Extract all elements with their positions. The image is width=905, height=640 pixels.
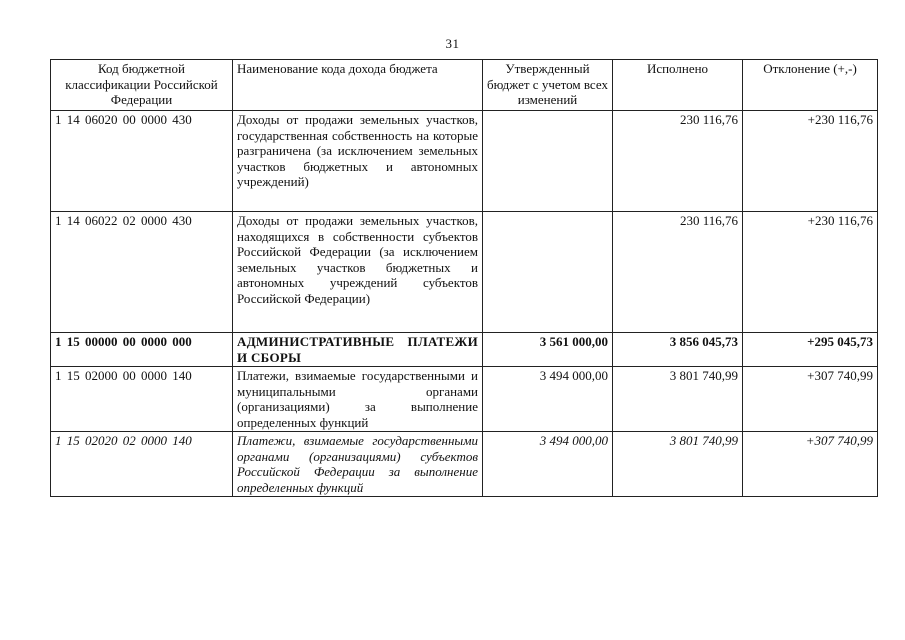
header-code: Код бюджетной классификации Российской Федерации xyxy=(51,60,233,111)
cell-approved: 3 494 000,00 xyxy=(483,432,613,497)
cell-name: АДМИНИСТРАТИВНЫЕ ПЛАТЕЖИ И СБОРЫ xyxy=(233,333,483,367)
table-row xyxy=(51,111,878,212)
cell-code: 1 14 06022 02 0000 430 xyxy=(51,212,233,333)
cell-approved: 3 561 000,00 xyxy=(483,333,613,367)
cell-deviation: +307 740,99 xyxy=(743,432,878,497)
cell-name: Платежи, взимаемые государственными и муниципальными органами (организациями) за выполнение определенных функций xyxy=(233,367,483,432)
cell-code: 1 15 02020 02 0000 140 xyxy=(51,432,233,497)
cell-name: Доходы от продажи земельных участков, государственная собственность на которые разграничена (за исключением земельных участков бюджетных и автономных учреждений) xyxy=(233,111,483,212)
table-row xyxy=(51,432,878,497)
cell-name: Платежи, взимаемые государственными органами (организациями) субъектов Российской Федерации за выполнение определенных функций xyxy=(233,432,483,497)
table-row xyxy=(51,212,878,333)
cell-code: 1 15 02000 00 0000 140 xyxy=(51,367,233,432)
budget-revenue-table xyxy=(50,59,878,497)
cell-name: Доходы от продажи земельных участков, находящихся в собственности субъектов Российской Федерации (за исключением земельных участков бюджетных и автономных учреждений субъектов Российской Федерации) xyxy=(233,212,483,333)
cell-code: 1 15 00000 00 0000 000 xyxy=(51,333,233,367)
cell-deviation: +230 116,76 xyxy=(743,212,878,333)
cell-approved xyxy=(483,212,613,333)
page-number: 31 xyxy=(445,36,460,51)
cell-executed: 3 801 740,99 xyxy=(613,367,743,432)
cell-deviation: +295 045,73 xyxy=(743,333,878,367)
cell-deviation: +307 740,99 xyxy=(743,367,878,432)
header-approved: Утвержденный бюджет с учетом всех изменений xyxy=(483,60,613,111)
cell-code: 1 14 06020 00 0000 430 xyxy=(51,111,233,212)
header-name: Наименование кода дохода бюджета xyxy=(233,60,483,111)
cell-executed: 3 856 045,73 xyxy=(613,333,743,367)
table-header-row xyxy=(51,60,878,111)
cell-executed: 230 116,76 xyxy=(613,212,743,333)
header-executed: Исполнено xyxy=(613,60,743,111)
header-deviation: Отклонение (+,-) xyxy=(743,60,878,111)
cell-deviation: +230 116,76 xyxy=(743,111,878,212)
cell-executed: 3 801 740,99 xyxy=(613,432,743,497)
cell-executed: 230 116,76 xyxy=(613,111,743,212)
table-row xyxy=(51,367,878,432)
table-row xyxy=(51,333,878,367)
cell-approved xyxy=(483,111,613,212)
cell-approved: 3 494 000,00 xyxy=(483,367,613,432)
